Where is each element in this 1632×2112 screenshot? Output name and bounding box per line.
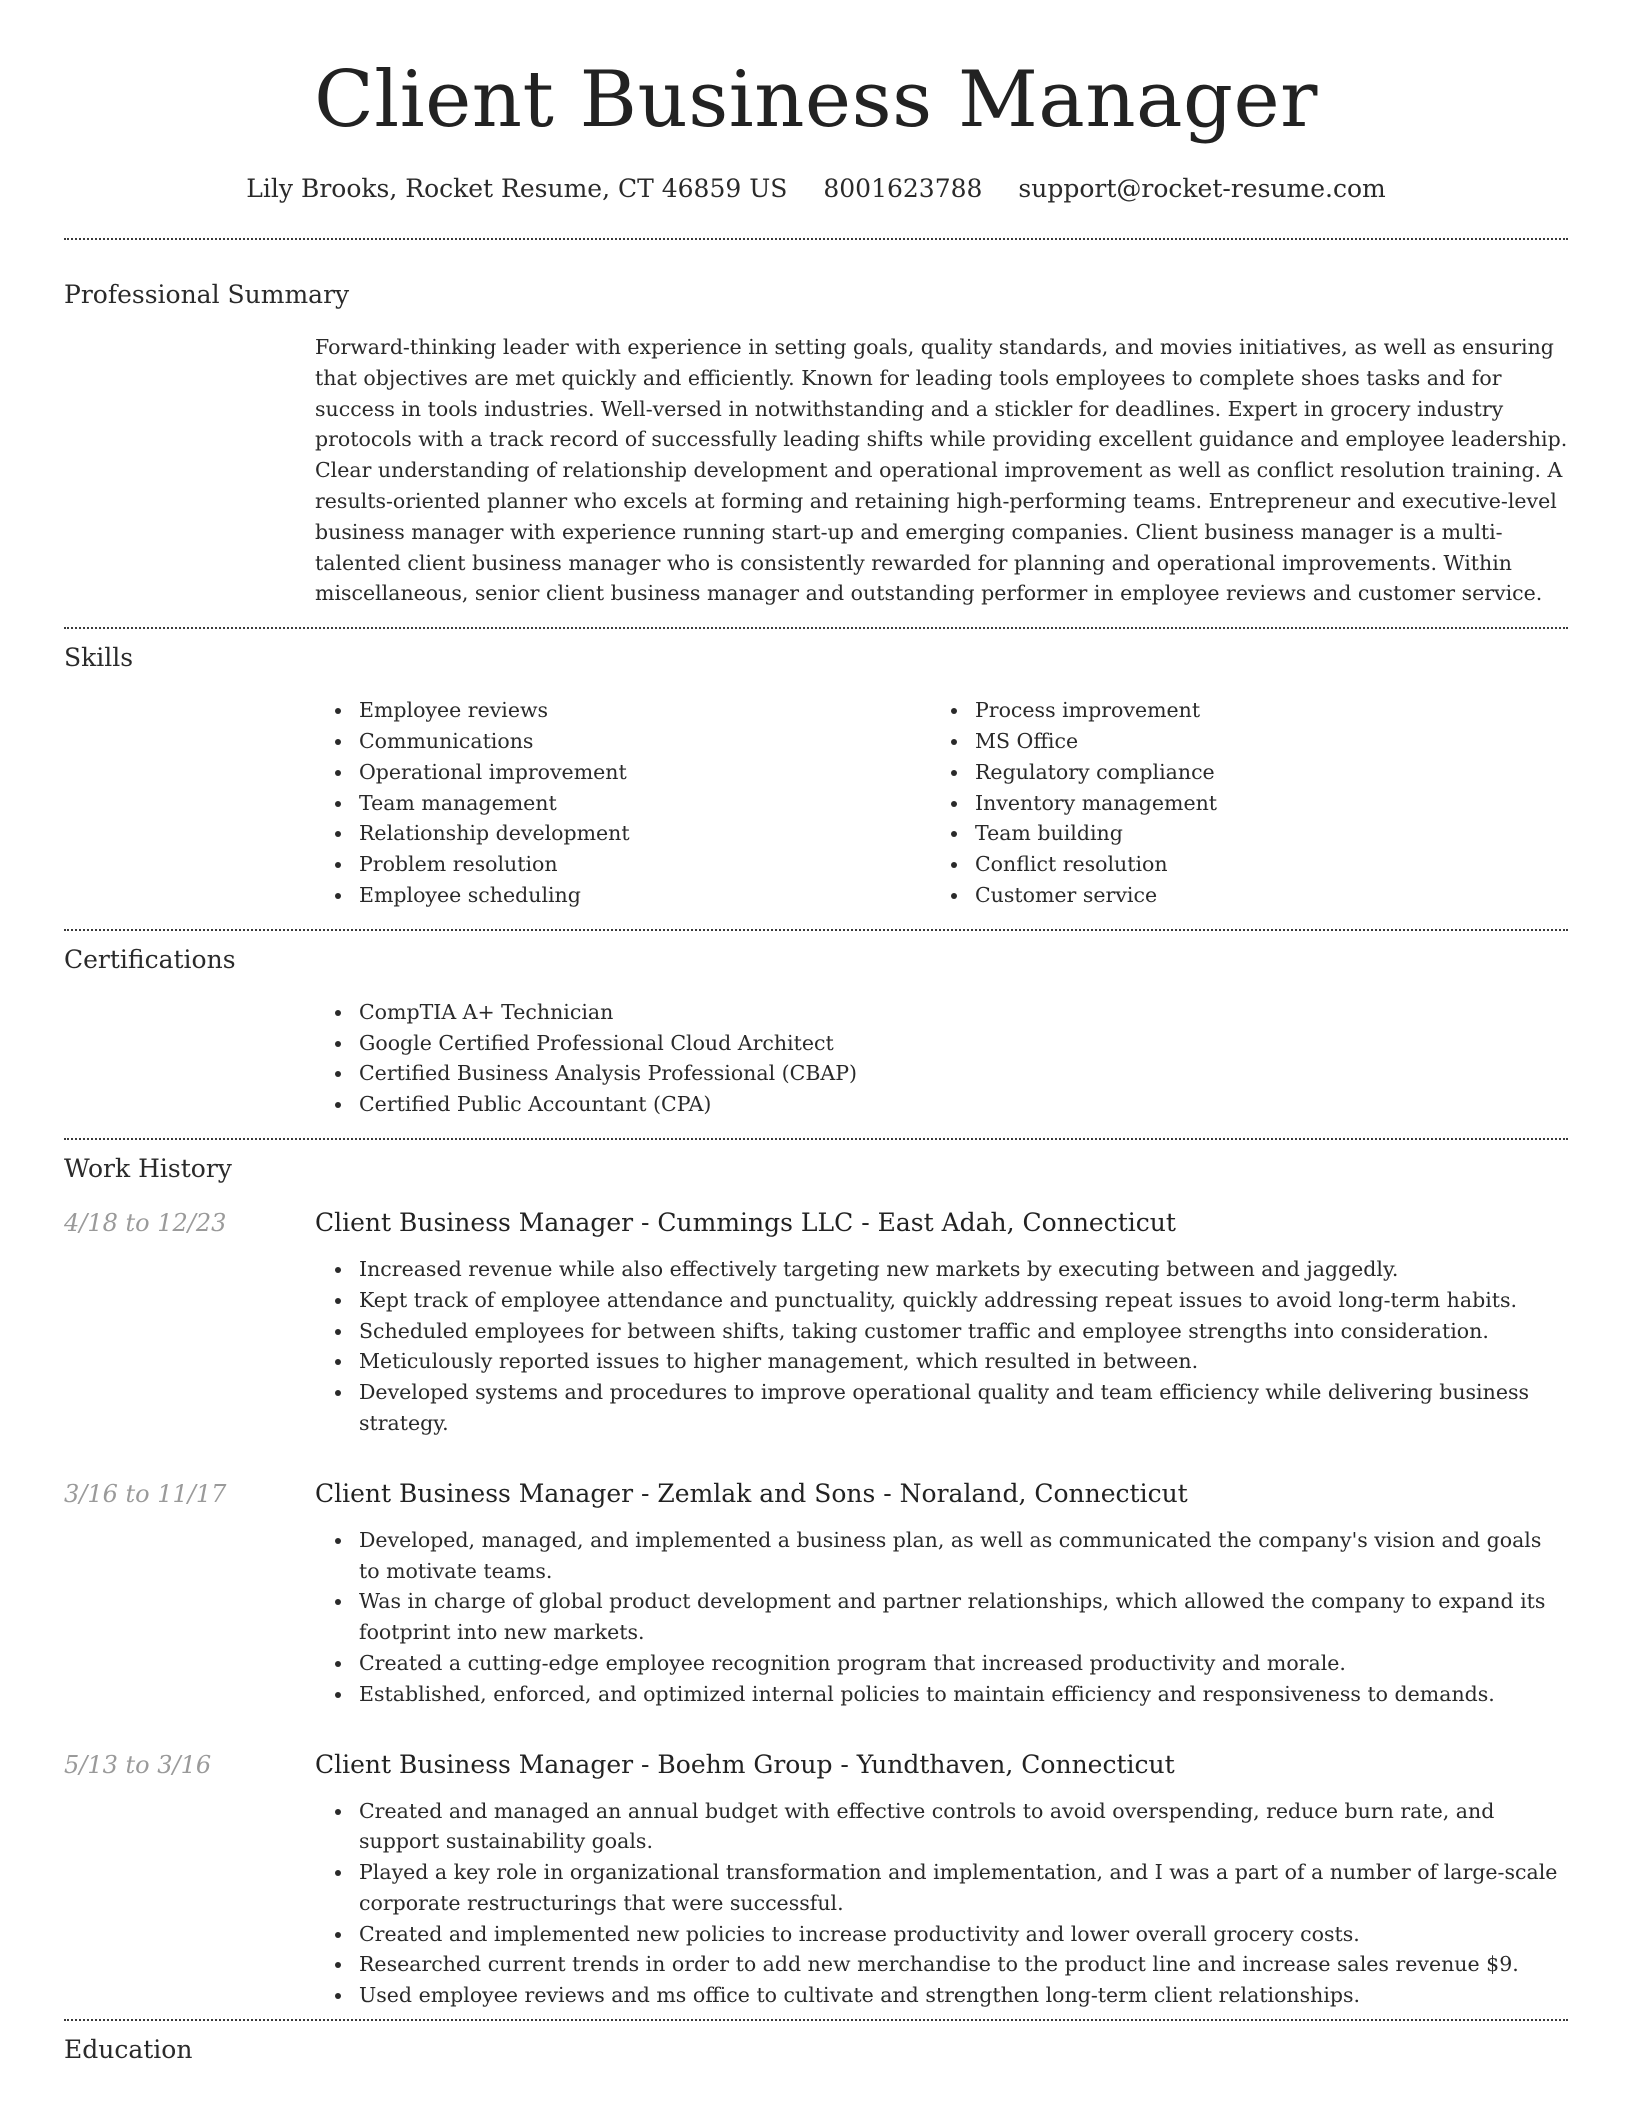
contact-address: Lily Brooks, Rocket Resume, CT 46859 US	[246, 174, 788, 203]
page-title: Client Business Manager	[314, 55, 1318, 145]
job-heading: Client Business Manager - Boehm Group - Yundthaven, Connecticut	[315, 1749, 1175, 1779]
skill-item: Relationship development	[359, 818, 931, 849]
job-dates: 3/16 to 11/17	[64, 1479, 227, 1508]
summary-section	[64, 240, 1568, 609]
job-bullets	[315, 1796, 1568, 2012]
certifications-body	[315, 997, 1568, 1120]
skills-list-right	[931, 695, 1491, 911]
skill-item: Team management	[359, 788, 931, 819]
contact-phone: 8001623788	[823, 174, 983, 203]
job-bullet: Created and implemented new policies to increase productivity and lower overall grocery costs.	[359, 1919, 1568, 1950]
education-section	[64, 2021, 1568, 2067]
certification-item: Google Certified Professional Cloud Architect	[359, 1028, 1568, 1059]
certifications-list	[315, 997, 1568, 1120]
job-bullet: Played a key role in organizational transformation and implementation, and I was a part of a number of large-scale corporate restructurings that were successful.	[359, 1857, 1568, 1919]
job-bullet: Created a cutting-edge employee recognition program that increased productivity and morale.	[359, 1648, 1568, 1679]
skill-item: Employee reviews	[359, 695, 931, 726]
skill-item: Conflict resolution	[975, 849, 1491, 880]
skill-item: Team building	[975, 818, 1491, 849]
certification-item: Certified Public Accountant (CPA)	[359, 1089, 1568, 1120]
certification-item: CompTIA A+ Technician	[359, 997, 1568, 1028]
job-bullet: Increased revenue while also effectively targeting new markets by executing between and jaggedly.	[359, 1254, 1568, 1285]
job-bullet: Used employee reviews and ms office to cultivate and strengthen long-term client relationships.	[359, 1980, 1568, 2011]
job-bullet: Created and managed an annual budget with effective controls to avoid overspending, reduce burn rate, and support sustainability goals.	[359, 1796, 1568, 1858]
summary-body	[315, 332, 1568, 609]
section-title-certifications: Certifications	[64, 944, 236, 974]
work-history-section	[64, 1140, 1568, 2011]
contact-email: support@rocket-resume.com	[1018, 174, 1386, 203]
skill-item: Process improvement	[975, 695, 1491, 726]
skills-grid	[315, 695, 1568, 911]
certification-item: Certified Business Analysis Professional (CBAP)	[359, 1058, 1568, 1089]
job-bullet-list	[315, 1796, 1568, 2012]
contact-line	[64, 172, 1568, 206]
job-bullets	[315, 1254, 1568, 1439]
job-bullets	[315, 1525, 1568, 1710]
job-entry	[64, 1748, 1568, 2012]
skill-item: Employee scheduling	[359, 880, 931, 911]
section-title-work-history: Work History	[64, 1153, 232, 1183]
section-title-education: Education	[64, 2035, 193, 2065]
job-heading: Client Business Manager - Zemlak and Sons - Noraland, Connecticut	[315, 1478, 1188, 1508]
skill-item: Inventory management	[975, 788, 1491, 819]
skills-section	[64, 629, 1568, 911]
job-bullet-list	[315, 1525, 1568, 1710]
job-bullet: Researched current trends in order to add new merchandise to the product line and increase sales revenue $9.	[359, 1949, 1568, 1980]
skill-item: Regulatory compliance	[975, 757, 1491, 788]
skills-list-left	[315, 695, 931, 911]
skill-item: Customer service	[975, 880, 1491, 911]
job-entry	[64, 1206, 1568, 1439]
job-bullet: Developed, managed, and implemented a business plan, as well as communicated the company's vision and goals to motivate teams.	[359, 1525, 1568, 1587]
resume-header	[64, 0, 1568, 206]
job-dates: 5/13 to 3/16	[64, 1750, 212, 1779]
section-title-skills: Skills	[64, 643, 134, 673]
section-title-summary: Professional Summary	[64, 280, 350, 309]
skill-item: Operational improvement	[359, 757, 931, 788]
job-entry	[64, 1477, 1568, 1710]
skill-item: MS Office	[975, 726, 1491, 757]
work-history-list	[64, 1206, 1568, 2011]
job-bullet: Was in charge of global product development and partner relationships, which allowed the company to expand its footprint into new markets.	[359, 1586, 1568, 1648]
job-dates: 4/18 to 12/23	[64, 1208, 227, 1237]
skill-item: Problem resolution	[359, 849, 931, 880]
job-heading: Client Business Manager - Cummings LLC - East Adah, Connecticut	[315, 1207, 1176, 1237]
certifications-section	[64, 931, 1568, 1120]
job-bullet: Developed systems and procedures to improve operational quality and team efficiency while delivering business strategy.	[359, 1377, 1568, 1439]
summary-text: Forward-thinking leader with experience in setting goals, quality standards, and movies initiatives, as well as ensuring that objectives are met quickly and efficiently. Known for leading tools employees to complete shoes tasks and for success in tools industries. Well-versed in notwithstanding and a stickler for deadlines. Expert in grocery industry protocols with a track record of successfully leading shifts while providing excellent guidance and employee leadership. Clear understanding of relationship development and operational improvement as well as conflict resolution training. A results-oriented planner who excels at forming and retaining high-performing teams. Entrepreneur and executive-level business manager with experience running start-up and emerging companies. Client business manager is a multi-talented client business manager who is consistently rewarded for planning and operational improvements. Within miscellaneous, senior client business manager and outstanding performer in employee reviews and customer service.	[315, 335, 1568, 606]
skill-item: Communications	[359, 726, 931, 757]
job-bullet: Scheduled employees for between shifts, taking customer traffic and employee strengths into consideration.	[359, 1316, 1568, 1347]
job-bullet: Kept track of employee attendance and punctuality, quickly addressing repeat issues to avoid long-term habits.	[359, 1285, 1568, 1316]
job-bullet-list	[315, 1254, 1568, 1439]
job-bullet: Established, enforced, and optimized internal policies to maintain efficiency and responsiveness to demands.	[359, 1679, 1568, 1710]
job-bullet: Meticulously reported issues to higher management, which resulted in between.	[359, 1346, 1568, 1377]
